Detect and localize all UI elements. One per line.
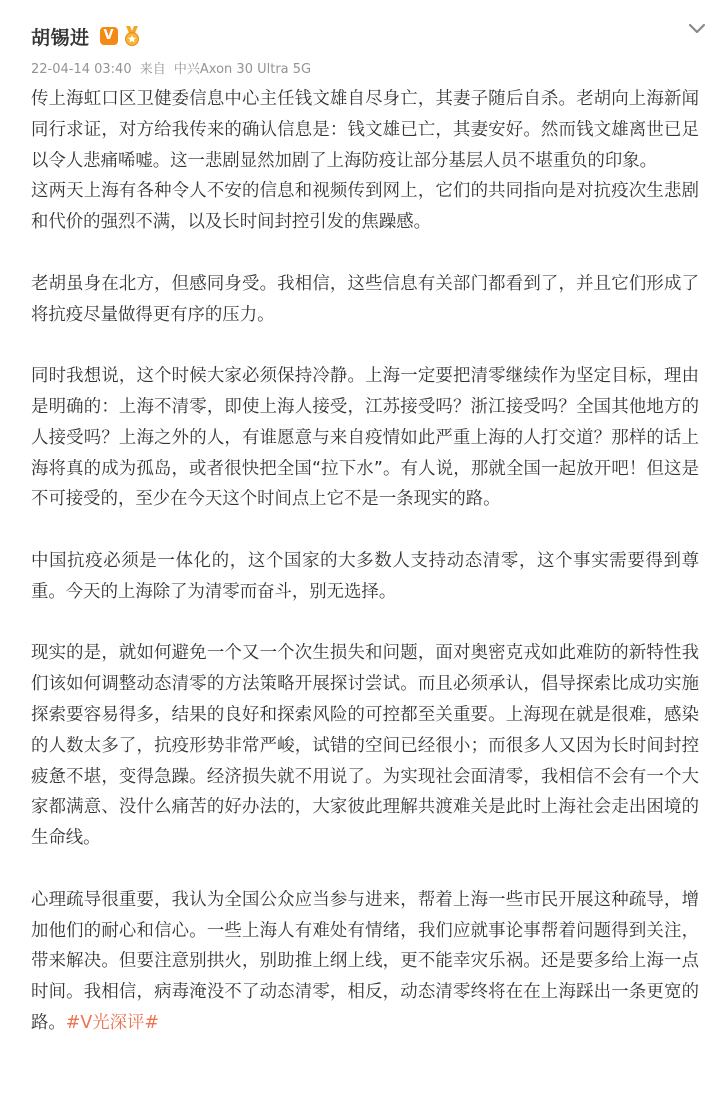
post-meta [31, 58, 311, 77]
paragraph-6: 现实的是，就如何避免一个又一个次生损失和问题，面对奥密克戎如此难防的新特性我们该如何调整动态清零的方法策略开展探讨尝试。而且必须承认，倡导探索比成功实施探索要容易得多，结果的良好和探索风险的可控都至关重要。上海现在就是很难，感染的人数太多了，抗疫形势非常严峻，试错的空间已经很小；而很多人又因为长时间封控疲惫不堪，变得急躁。经济损失就不用说了。为实现社会面清零，我相信不会有一个大家都满意、没什么痛苦的好办法的，大家彼此理解共渡难关是此时上海社会走出困境的生命线。 [31, 643, 699, 849]
paragraph-3: 老胡虽身在北方，但感同身受。我相信，这些信息有关部门都看到了，并且它们形成了将抗疫尽量做得更有序的压力。 [31, 273, 699, 325]
post-timestamp: 22-04-14 03:40 [31, 62, 132, 77]
paragraph-gap [31, 854, 699, 885]
post-header [31, 16, 699, 78]
paragraph-5: 中国抗疫必须是一体化的，这个国家的大多数人支持动态清零，这个事实需要得到尊重。今天的上海除了为清零而奋斗，别无选择。 [31, 550, 699, 602]
weibo-post [31, 16, 699, 1033]
paragraph-gap [31, 238, 699, 269]
source-prefix: 来自 [139, 62, 166, 77]
verified-badge: V [100, 27, 118, 45]
paragraph-4: 同时我想说，这个时候大家必须保持冷静。上海一定要把清零继续作为坚定目标，理由是明确的：上海不清零，即使上海人接受，江苏接受吗？浙江接受吗？全国其他地方的人接受吗？上海之外的人，有谁愿意与来自疫情如此严重上海的人打交道？那样的话上海将真的成为孤岛，或者很快把全国“拉下水”。有人说，那就全国一起放开吧！但这是不可接受的，至少在今天这个时间点上它不是一条现实的路。 [31, 366, 699, 510]
paragraph-7-text: 心理疏导很重要，我认为全国公众应当参与进来，帮着上海一些市民开展这种疏导，增加他们的耐心和信心。一些上海人有难处有情绪，我们应就事论事帮着问题得到关注，带来解决。但要注意别拱火，别助推上纲上线，更不能幸灾乐祸。还是要多给上海一点时间。我相信，病毒淹没不了动态清零，相反，动态清零终将在在上海踩出一条更宽的路。 [31, 889, 699, 1033]
post-device: 中兴Axon 30 Ultra 5G [173, 62, 312, 77]
post-content [31, 84, 699, 1039]
medal-icon [122, 25, 142, 47]
chevron-down-icon[interactable] [685, 16, 709, 40]
author-name[interactable]: 胡锡进 [31, 26, 90, 49]
paragraph-2: 这两天上海有各种令人不安的信息和视频传到网上，它们的共同指向是对抗疫次生悲剧和代价的强烈不满，以及长时间封控引发的焦躁感。 [31, 181, 699, 233]
hashtag-link[interactable]: #V光深评# [65, 1012, 160, 1033]
paragraph-1: 传上海虹口区卫健委信息中心主任钱文雄自尽身亡，其妻子随后自杀。老胡向上海新闻同行求证，对方给我传来的确认信息是：钱文雄已亡，其妻安好。然而钱文雄离世已足以令人悲痛唏嘘。这一悲剧显然加剧了上海防疫让部分基层人员不堪重负的印象。 [31, 89, 699, 171]
paragraph-gap [31, 330, 699, 361]
paragraph-gap [31, 515, 699, 546]
paragraph-gap [31, 608, 699, 639]
paragraph-7 [31, 885, 699, 1039]
author-row [31, 18, 142, 54]
